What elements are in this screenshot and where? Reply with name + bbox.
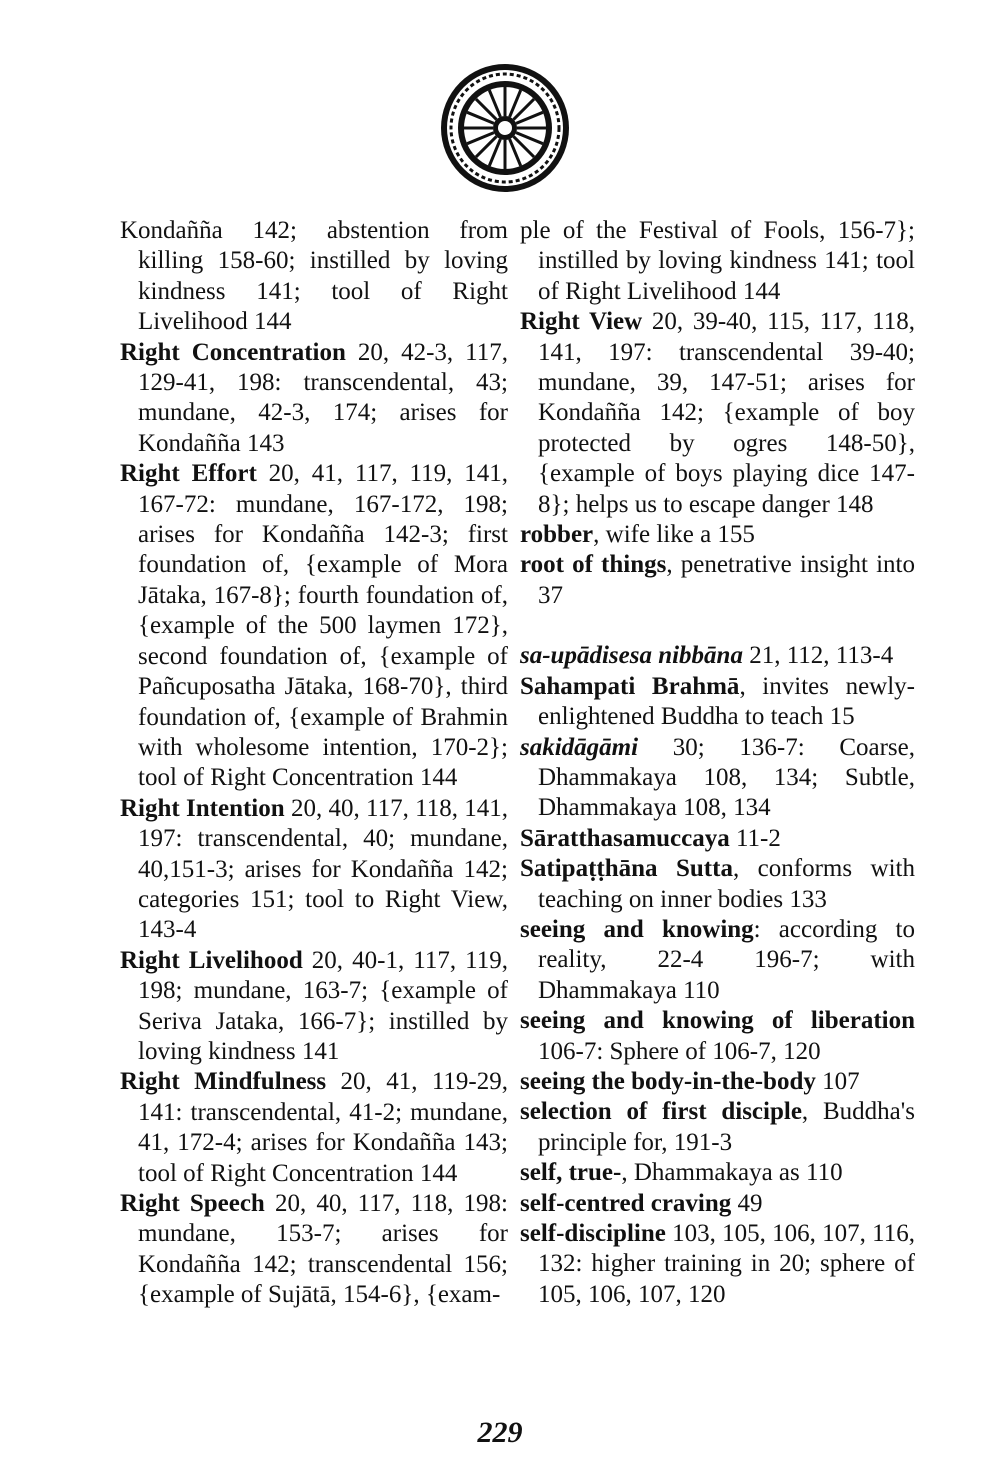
index-entry [520, 672, 915, 733]
entry-text: 21, 112, 113-4 [742, 642, 894, 670]
index-entry [520, 733, 915, 824]
index-column-left [120, 216, 508, 1311]
entry-headword: Right View [520, 308, 643, 336]
index-entry [520, 550, 915, 611]
entry-text: 20, 40, 117, 118, 198: mundane, 153-7; arises for Kondañña 142; transcendental 156; {example of Sujātā, 154-6}, {exam- [138, 1190, 508, 1309]
entry-headword: seeing and knowing of liberation [520, 1007, 915, 1035]
index-entry [120, 946, 508, 1068]
entry-text: , Buddha's principle for, 191-3 [538, 1098, 915, 1156]
entry-headword: Right Mindfulness [120, 1068, 327, 1096]
index-entry [520, 641, 915, 671]
index-entry [520, 307, 915, 520]
entry-headword: root of things [520, 551, 667, 579]
entry-text: 20, 41, 117, 119, 141, 167-72: mundane, 167-172, 198; arises for Kondañña 142-3; first foundation of, {example of Mora Jātaka, 167-8}; fourth foundation of, {example of the 500 laymen 172}, second foundation of, {example of Pañcuposatha Jātaka, 168-70}, third foundation of, {example of Brahmin with wholesome intention, 170-2}; tool of Right Concentration 144 [138, 460, 508, 792]
entry-text: , invites newly-enlightened Buddha to teach 15 [538, 672, 916, 731]
index-entry [520, 1219, 915, 1310]
entry-text: 20, 42-3, 117, 129-41, 198: transcendental, 43; mundane, 42-3, 174; arises for Kondañña 143 [138, 338, 508, 457]
entry-text: , conforms with teaching on inner bodies 133 [538, 855, 915, 913]
index-entry [120, 1067, 508, 1189]
index-entry [120, 338, 508, 460]
index-entry [520, 1067, 915, 1097]
entry-headword: robber [520, 521, 594, 549]
entry-headword: seeing and knowing [520, 915, 754, 943]
index-entry [520, 520, 915, 550]
index-entry [120, 216, 508, 338]
entry-text: 30; 136-7: Coarse, Dhammakaya 108, 134; Subtle, Dhammakaya 108, 134 [538, 733, 915, 822]
index-entry [520, 1189, 915, 1219]
entry-headword: Satipaṭṭhāna Sutta [520, 855, 733, 883]
entry-text: 106-7: Sphere of 106-7, 120 [538, 1037, 821, 1065]
entry-text: 20, 40, 117, 118, 141, 197: transcendental, 40; mundane, 40,151-3; arises for Kondañña 142; categories 151; tool to Right View, 143-4 [138, 794, 508, 944]
entry-text: 20, 39-40, 115, 117, 118, 141, 197: transcendental 39-40; mundane, 39, 147-51; arises for Kondañña 142; {example of boy protected by ogres 148-50}, {example of boys playing dice 147-8}; helps us to escape danger 148 [538, 308, 915, 518]
index-entry [520, 216, 915, 307]
entry-text: 11-2 [729, 824, 781, 852]
entry-text: 103, 105, 106, 107, 116, 132: higher training in 20; sphere of 105, 106, 107, 120 [538, 1220, 915, 1308]
index-entry [120, 459, 508, 793]
entry-text: 107 [815, 1067, 860, 1095]
entry-headword: Right Speech [120, 1190, 265, 1217]
entry-text: 49 [731, 1189, 763, 1217]
entry-text: , penetrative insight into 37 [538, 551, 915, 609]
index-entry [520, 1006, 915, 1067]
entry-text: Kondañña 142; abstention from killing 158-60; instilled by loving kindness 141; tool of Right Livelihood 144 [120, 217, 508, 336]
page-number: 229 [477, 1416, 523, 1449]
entry-text: ple of the Festival of Fools, 156-7}; instilled by loving kindness 141; tool of Right Livelihood 144 [520, 217, 915, 305]
entry-headword: self-discipline [520, 1220, 666, 1247]
index-entry [520, 915, 915, 1006]
entry-headword: sakidāgāmi [520, 733, 639, 761]
entry-headword: self-centred craving [520, 1189, 732, 1217]
entry-text: , Dhammakaya as 110 [621, 1159, 843, 1187]
entry-headword: self, true- [520, 1159, 622, 1187]
index-column-right [520, 216, 915, 1310]
entry-headword: Sahampati Brahmā [520, 672, 740, 700]
entry-text: 20, 40-1, 117, 119, 198; mundane, 163-7; {example of Seriva Jataka, 166-7}; instilled by loving kindness 141 [138, 946, 508, 1065]
index-entry [120, 1189, 508, 1311]
entry-text: : according to reality, 22-4 196-7; with Dhammakaya 110 [538, 915, 915, 1004]
entry-headword: Right Livelihood [120, 946, 303, 974]
entry-text: 20, 41, 119-29, 141: transcendental, 41-2; mundane, 41, 172-4; arises for Kondañña 143; tool of Right Concentration 144 [138, 1068, 508, 1187]
index-entry [520, 1097, 915, 1158]
dhamma-wheel-icon [439, 62, 571, 194]
entry-text: , wife like a 155 [593, 521, 755, 549]
index-entry [520, 854, 915, 915]
entry-headword: Right Intention [120, 794, 285, 822]
entry-headword: seeing the body-in-the-body [520, 1067, 816, 1095]
index-entry [520, 824, 915, 854]
entry-headword: selection of first disciple [520, 1098, 802, 1126]
index-entry [520, 1158, 915, 1188]
entry-headword: Right Concentration [120, 338, 346, 366]
index-entry [120, 794, 508, 946]
entry-headword: Sāratthasamuccaya [520, 824, 730, 852]
entry-headword: Right Effort [120, 460, 257, 488]
entry-headword: sa-upādisesa nibbāna [520, 642, 743, 670]
